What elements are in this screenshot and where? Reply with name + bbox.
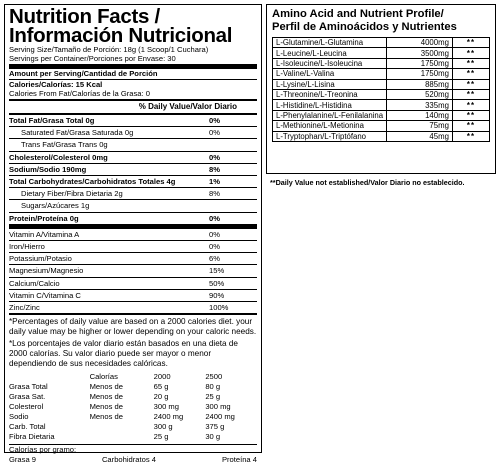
calories-from-fat: Calories From Fat/Calorías de la Grasa: 0 bbox=[9, 89, 150, 98]
amino-name: L-Valine/L-Valina bbox=[273, 69, 387, 79]
nutrient-row bbox=[9, 127, 257, 138]
cal-protein: Proteína 4 bbox=[221, 455, 257, 465]
ref-header-row bbox=[9, 372, 257, 382]
ref-cell: 300 mg bbox=[153, 402, 179, 412]
ref-cell: Colesterol bbox=[9, 402, 44, 412]
amino-dv: ** bbox=[452, 89, 489, 99]
ref-cell: Menos de bbox=[89, 402, 123, 412]
nutrition-facts-panel bbox=[4, 4, 262, 465]
ref-cell: Menos de bbox=[89, 382, 123, 392]
vitamin-value: 15% bbox=[209, 266, 225, 276]
amino-dv: ** bbox=[452, 38, 489, 48]
amount-header: Amount per Serving/Cantidad de Porción bbox=[9, 69, 158, 78]
calories-per-gram-label: Calorías por gramo: bbox=[9, 445, 77, 455]
amino-name: L-Threonine/L-Treonina bbox=[273, 89, 387, 99]
amino-dv: ** bbox=[452, 79, 489, 89]
ref-cell bbox=[90, 422, 154, 432]
vitamin-label: Magnesium/Magnesio bbox=[9, 266, 84, 276]
amino-row bbox=[273, 110, 490, 120]
amino-amount: 520mg bbox=[387, 89, 453, 99]
ref-cell: Carb. Total bbox=[9, 422, 46, 432]
amino-dv: ** bbox=[452, 48, 489, 58]
amino-title-en: Amino Acid and Nutrient Profile/ bbox=[272, 8, 444, 20]
amino-name: L-Leucine/L-Leucina bbox=[273, 48, 387, 58]
reference-table bbox=[9, 372, 257, 442]
vitamin-value: 50% bbox=[209, 278, 225, 288]
ref-cell: 30 g bbox=[205, 432, 221, 442]
vitamin-row bbox=[9, 290, 257, 301]
vitamin-list bbox=[9, 229, 257, 313]
amino-row bbox=[273, 89, 490, 99]
calories: Calories/Calorías: 15 Kcal bbox=[9, 80, 103, 89]
nutrient-list bbox=[9, 115, 257, 224]
ref-header-cell: Calorías bbox=[89, 372, 118, 382]
amino-amount: 335mg bbox=[387, 100, 453, 110]
ref-cell: 300 g bbox=[153, 422, 173, 432]
vitamin-row bbox=[9, 302, 257, 313]
amino-acid-panel bbox=[266, 4, 496, 174]
nutrient-value: 0% bbox=[209, 152, 220, 162]
ref-cell: Sodio bbox=[9, 412, 29, 422]
footnote-es: *Los porcentajes de valor diario están basados en una dieta de 2000 calorías. Su valor diario puede ser mayor o menor dependiendo de sus necesidades calóricas. bbox=[9, 339, 238, 369]
amino-title bbox=[267, 5, 495, 37]
amino-dv: ** bbox=[452, 100, 489, 110]
amino-footnote: **Daily Value not established/Valor Diario no establecido. bbox=[270, 178, 465, 187]
nutrient-row bbox=[9, 139, 257, 150]
daily-value-header: % Daily Value/Valor Diario bbox=[138, 102, 237, 111]
nutrient-label: Dietary Fiber/Fibra Dietaria 2g bbox=[21, 189, 123, 199]
ref-row bbox=[9, 382, 257, 392]
nutrient-row bbox=[9, 213, 257, 224]
nutrient-value: 1% bbox=[209, 177, 220, 187]
nutrient-row bbox=[9, 200, 257, 211]
ref-header-cell: 2000 bbox=[153, 372, 171, 382]
amino-name: L-Isoleucine/L-Isoleucina bbox=[273, 58, 387, 68]
ref-cell: Grasa Total bbox=[9, 382, 48, 392]
vitamin-row bbox=[9, 253, 257, 264]
amino-amount: 885mg bbox=[387, 79, 453, 89]
ref-cell: 25 g bbox=[205, 392, 221, 402]
nutrient-row bbox=[9, 176, 257, 187]
ref-row bbox=[9, 392, 257, 402]
amino-amount: 1750mg bbox=[387, 69, 453, 79]
ref-cell: Grasa Sat. bbox=[9, 392, 46, 402]
ref-row bbox=[9, 432, 257, 442]
ref-row bbox=[9, 412, 257, 422]
amino-name: L-Tryptophan/L-Triptófano bbox=[273, 131, 387, 141]
vitamin-row bbox=[9, 278, 257, 289]
amino-row bbox=[273, 69, 490, 79]
nutrient-label: Total Carbohydrates/Carbohidratos Totales 4g bbox=[9, 177, 176, 187]
nutrient-value: 0% bbox=[209, 213, 220, 223]
serving-size: Serving Size/Tamaño de Porción: 18g (1 Scoop/1 Cuchara) bbox=[9, 45, 209, 54]
ref-cell: 65 g bbox=[153, 382, 169, 392]
amino-dv: ** bbox=[452, 58, 489, 68]
nutrient-row bbox=[9, 164, 257, 175]
amino-amount: 75mg bbox=[387, 121, 453, 131]
amino-dv: ** bbox=[452, 131, 489, 141]
vitamin-value: 90% bbox=[209, 290, 225, 300]
nutrient-row bbox=[9, 188, 257, 199]
ref-cell: 80 g bbox=[205, 382, 221, 392]
amino-amount: 4000mg bbox=[387, 38, 453, 48]
ref-cell: 2400 mg bbox=[153, 412, 184, 422]
nutrient-value bbox=[209, 139, 257, 150]
calories-per-gram bbox=[9, 455, 257, 465]
nutrient-label: Sodium/Sodio 190mg bbox=[9, 164, 87, 174]
nutrient-value: 8% bbox=[209, 189, 220, 199]
amino-name: L-Histidine/L-Histidina bbox=[273, 100, 387, 110]
amino-amount: 45mg bbox=[387, 131, 453, 141]
amino-row bbox=[273, 58, 490, 68]
nutrient-label: Trans Fat/Grasa Trans 0g bbox=[21, 140, 108, 150]
vitamin-label: Vitamin C/Vitamina C bbox=[9, 290, 81, 300]
nutrient-label: Protein/Proteína 0g bbox=[9, 213, 79, 223]
cal-fat: Grasa 9 bbox=[9, 455, 37, 465]
cal-carbs: Carbohidratos 4 bbox=[101, 455, 156, 465]
ref-cell bbox=[90, 432, 154, 442]
amino-dv: ** bbox=[452, 121, 489, 131]
ref-cell: Fibra Dietaria bbox=[9, 432, 55, 442]
amino-name: L-Glutamine/L-Glutamina bbox=[273, 38, 387, 48]
servings-per-container: Servings per Container/Porciones por Envase: 30 bbox=[9, 54, 176, 63]
nutrient-label: Total Fat/Grasa Total 0g bbox=[9, 116, 95, 125]
amino-row bbox=[273, 79, 490, 89]
vitamin-label: Iron/Hierro bbox=[9, 242, 45, 252]
vitamin-value: 6% bbox=[209, 254, 220, 264]
nutrient-label: Sugars/Azúcares 1g bbox=[21, 201, 90, 211]
vitamin-label: Zinc/Zinc bbox=[9, 303, 40, 313]
amino-name: L-Methionine/L-Metionina bbox=[273, 121, 387, 131]
nutrient-value: 0% bbox=[209, 116, 220, 125]
nutrient-value: 8% bbox=[209, 164, 220, 174]
nutrient-label: Cholesterol/Colesterol 0mg bbox=[9, 152, 108, 162]
ref-cell: 375 g bbox=[205, 422, 225, 432]
amino-dv: ** bbox=[452, 110, 489, 120]
ref-cell: 25 g bbox=[153, 432, 169, 442]
amino-row bbox=[273, 121, 490, 131]
ref-row bbox=[9, 422, 257, 432]
vitamin-row bbox=[9, 265, 257, 276]
vitamin-label: Calcium/Calcio bbox=[9, 278, 60, 288]
amino-amount: 3500mg bbox=[387, 48, 453, 58]
amino-dv: ** bbox=[452, 69, 489, 79]
amino-name: L-Lysine/L-Lisina bbox=[273, 79, 387, 89]
reference-table-grid bbox=[9, 372, 257, 442]
divider-mid bbox=[9, 313, 257, 315]
nutrient-label: Saturated Fat/Grasa Saturada 0g bbox=[21, 128, 134, 138]
vitamin-row bbox=[9, 229, 257, 240]
vitamin-value: 0% bbox=[209, 229, 220, 239]
amino-row bbox=[273, 131, 490, 141]
amino-amount: 140mg bbox=[387, 110, 453, 120]
ref-header-cell: 2500 bbox=[205, 372, 223, 382]
amino-amount: 1750mg bbox=[387, 58, 453, 68]
nutrition-title-es: Información Nutricional bbox=[9, 24, 233, 47]
nutrient-row bbox=[9, 152, 257, 163]
ref-cell: Menos de bbox=[89, 412, 123, 422]
vitamin-value: 0% bbox=[209, 242, 220, 252]
ref-header-cell bbox=[9, 372, 90, 382]
vitamin-value: 100% bbox=[209, 303, 229, 313]
ref-row bbox=[9, 402, 257, 412]
ref-cell: 300 mg bbox=[205, 402, 231, 412]
nutrient-value bbox=[209, 200, 257, 211]
amino-row bbox=[273, 100, 490, 110]
amino-row bbox=[273, 38, 490, 48]
nutrient-value: 0% bbox=[209, 128, 220, 138]
ref-cell: Menos de bbox=[89, 392, 123, 402]
vitamin-label: Vitamin A/Vitamina A bbox=[9, 229, 80, 239]
amino-title-es: Perfil de Aminoácidos y Nutrientes bbox=[272, 21, 457, 33]
nutrient-row bbox=[9, 115, 257, 126]
vitamin-row bbox=[9, 241, 257, 252]
ref-cell: 2400 mg bbox=[205, 412, 235, 422]
amino-name: L-Phenylalanine/L-Fenilalanina bbox=[273, 110, 387, 120]
amino-row bbox=[273, 48, 490, 58]
nutrition-title-en: Nutrition Facts / bbox=[9, 5, 160, 28]
vitamin-label: Potassium/Potasio bbox=[9, 254, 72, 264]
ref-cell: 20 g bbox=[153, 392, 169, 402]
amino-table bbox=[272, 37, 490, 142]
footnote-en: *Percentages of daily value are based on a 2000 calories diet. your daily value may be higher or lower depending on your caloric needs. bbox=[9, 317, 257, 337]
